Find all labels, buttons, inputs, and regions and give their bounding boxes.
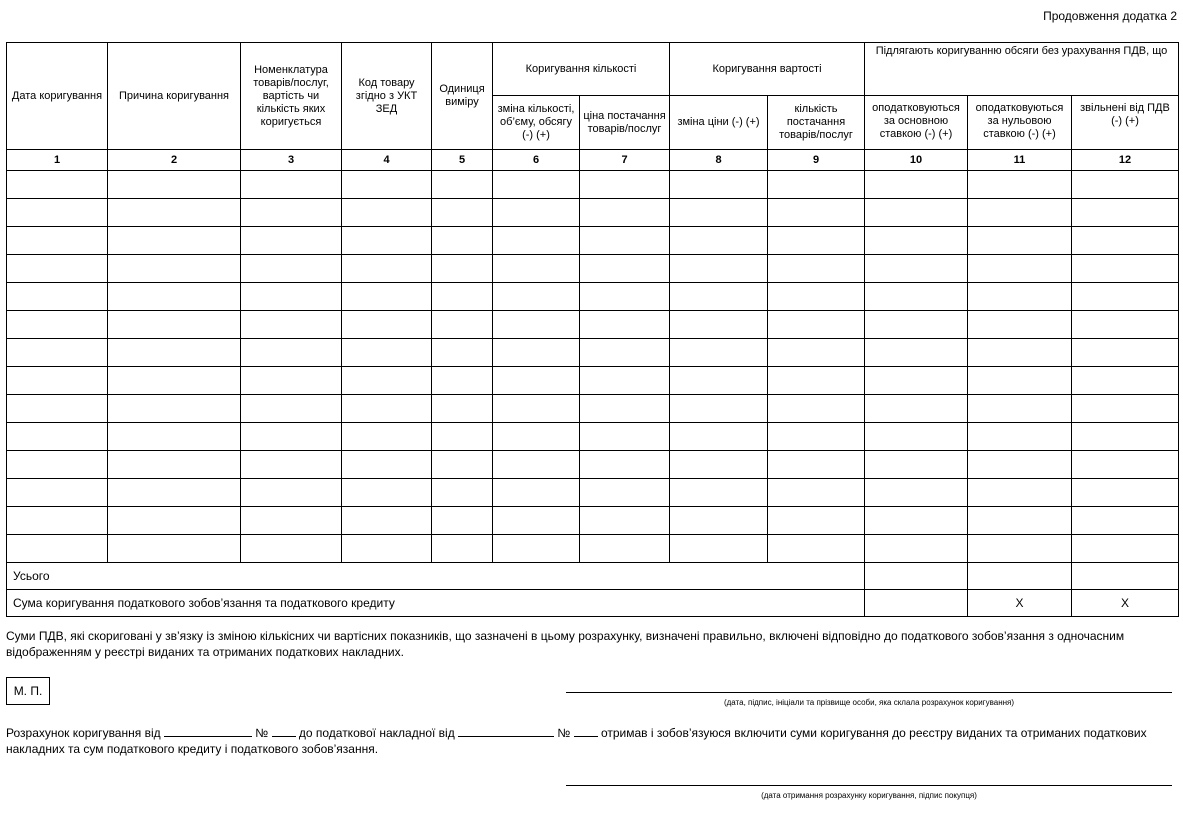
correction-table bbox=[6, 42, 1179, 617]
table-cell[interactable] bbox=[1072, 171, 1179, 199]
table-cell[interactable] bbox=[432, 395, 493, 423]
table-cell[interactable] bbox=[108, 255, 241, 283]
table-cell[interactable] bbox=[241, 479, 342, 507]
table-row bbox=[7, 535, 1179, 563]
receipt-text-3: до податкової накладної від bbox=[298, 726, 455, 740]
table-cell[interactable] bbox=[493, 535, 580, 563]
buyer-signature-line[interactable] bbox=[566, 785, 1172, 786]
table-cell[interactable] bbox=[7, 227, 108, 255]
calc-date-blank[interactable] bbox=[164, 725, 252, 737]
table-row bbox=[7, 423, 1179, 451]
table-cell[interactable] bbox=[108, 199, 241, 227]
table-cell[interactable] bbox=[241, 227, 342, 255]
table-cell[interactable] bbox=[1072, 423, 1179, 451]
table-cell[interactable] bbox=[342, 367, 432, 395]
table-cell[interactable] bbox=[7, 171, 108, 199]
table-cell[interactable] bbox=[241, 535, 342, 563]
table-cell[interactable] bbox=[670, 283, 768, 311]
table-cell[interactable] bbox=[580, 423, 670, 451]
table-cell[interactable] bbox=[768, 283, 865, 311]
table-cell[interactable] bbox=[968, 423, 1072, 451]
receipt-text-5: отримав і зобов’язуюся включити суми коригування до реєстру виданих та отриманих податкових накладних та сум податкового кредиту і податкового зобов’язання. bbox=[6, 726, 1147, 756]
table-cell[interactable] bbox=[342, 339, 432, 367]
table-cell[interactable] bbox=[580, 479, 670, 507]
table-cell[interactable] bbox=[670, 311, 768, 339]
table-cell[interactable] bbox=[241, 171, 342, 199]
table-cell[interactable] bbox=[493, 199, 580, 227]
table-cell[interactable] bbox=[1072, 479, 1179, 507]
table-cell[interactable] bbox=[108, 479, 241, 507]
table-cell[interactable] bbox=[968, 199, 1072, 227]
sum-basic-rate-cell[interactable] bbox=[865, 590, 968, 617]
table-cell[interactable] bbox=[865, 283, 968, 311]
table-cell[interactable] bbox=[580, 451, 670, 479]
table-cell[interactable] bbox=[865, 395, 968, 423]
table-cell[interactable] bbox=[968, 171, 1072, 199]
table-cell[interactable] bbox=[580, 535, 670, 563]
table-cell[interactable] bbox=[432, 535, 493, 563]
invoice-date-blank[interactable] bbox=[458, 725, 554, 737]
table-row bbox=[7, 479, 1179, 507]
column-number: 1 bbox=[7, 150, 108, 171]
table-cell[interactable] bbox=[1072, 339, 1179, 367]
table-cell[interactable] bbox=[493, 507, 580, 535]
table-row bbox=[7, 395, 1179, 423]
table-cell[interactable] bbox=[580, 367, 670, 395]
table-cell[interactable] bbox=[7, 255, 108, 283]
table-cell[interactable] bbox=[580, 311, 670, 339]
sum-label: Сума коригування податкового зобов’язання та податкового кредиту bbox=[7, 590, 865, 617]
table-cell[interactable] bbox=[342, 451, 432, 479]
table-cell[interactable] bbox=[1072, 311, 1179, 339]
table-cell[interactable] bbox=[768, 255, 865, 283]
column-number: 11 bbox=[968, 150, 1072, 171]
table-cell[interactable] bbox=[7, 423, 108, 451]
col-header-unit: Одиниця виміру bbox=[432, 43, 493, 150]
table-cell[interactable] bbox=[768, 507, 865, 535]
table-cell[interactable] bbox=[493, 395, 580, 423]
table-cell[interactable] bbox=[768, 367, 865, 395]
table-cell[interactable] bbox=[241, 423, 342, 451]
table-cell[interactable] bbox=[580, 255, 670, 283]
table-cell[interactable] bbox=[670, 367, 768, 395]
table-cell[interactable] bbox=[7, 339, 108, 367]
table-cell[interactable] bbox=[241, 395, 342, 423]
table-cell[interactable] bbox=[768, 535, 865, 563]
col-header-qty-change: зміна кількості, об’єму, обсягу (-) (+) bbox=[493, 96, 580, 150]
table-cell[interactable] bbox=[108, 535, 241, 563]
table-cell[interactable] bbox=[670, 507, 768, 535]
sum-row bbox=[7, 590, 1179, 617]
total-label: Усього bbox=[7, 563, 865, 590]
table-cell[interactable] bbox=[670, 255, 768, 283]
table-row bbox=[7, 451, 1179, 479]
table-cell[interactable] bbox=[968, 395, 1072, 423]
table-cell[interactable] bbox=[1072, 395, 1179, 423]
table-cell[interactable] bbox=[7, 451, 108, 479]
table-cell[interactable] bbox=[108, 367, 241, 395]
table-cell[interactable] bbox=[342, 535, 432, 563]
table-cell[interactable] bbox=[432, 227, 493, 255]
table-cell[interactable] bbox=[670, 479, 768, 507]
table-cell[interactable] bbox=[865, 367, 968, 395]
seal-box: М. П. bbox=[6, 677, 50, 705]
col-header-basic-rate: оподатковуються за основною ставкою (-) (+) bbox=[865, 96, 968, 150]
table-cell[interactable] bbox=[768, 227, 865, 255]
table-row bbox=[7, 199, 1179, 227]
table-row bbox=[7, 255, 1179, 283]
table-cell[interactable] bbox=[7, 311, 108, 339]
table-row bbox=[7, 507, 1179, 535]
table-cell[interactable] bbox=[108, 451, 241, 479]
total-exempt-cell[interactable] bbox=[1072, 563, 1179, 590]
total-basic-rate-cell[interactable] bbox=[865, 563, 968, 590]
correctness-statement: Суми ПДВ, які скориговані у зв’язку із зміною кількісних чи вартісних показників, що зазначені в цьому розрахунку, визначені правильно, включені відповідно до податкового зобов’язання з одночасним відображенням у реєстрі виданих та отриманих податкових накладних. bbox=[6, 629, 1125, 659]
table-cell[interactable] bbox=[342, 199, 432, 227]
table-cell[interactable] bbox=[670, 451, 768, 479]
buyer-signature-caption: (дата отримання розрахунку коригування, підпис покупця) bbox=[761, 791, 977, 800]
column-number: 6 bbox=[493, 150, 580, 171]
sum-exempt-cross: Х bbox=[1072, 590, 1179, 617]
table-cell[interactable] bbox=[865, 311, 968, 339]
column-number: 9 bbox=[768, 150, 865, 171]
table-cell[interactable] bbox=[1072, 367, 1179, 395]
table-cell[interactable] bbox=[108, 423, 241, 451]
column-number: 3 bbox=[241, 150, 342, 171]
table-cell[interactable] bbox=[1072, 535, 1179, 563]
table-cell[interactable] bbox=[865, 479, 968, 507]
col-header-qty-price: ціна постачання товарів/послуг bbox=[580, 96, 670, 150]
table-cell[interactable] bbox=[108, 227, 241, 255]
sum-zero-rate-cross: Х bbox=[968, 590, 1072, 617]
table-cell[interactable] bbox=[7, 367, 108, 395]
col-header-qty-group: Коригування кількості bbox=[493, 43, 670, 96]
table-cell[interactable] bbox=[670, 395, 768, 423]
table-cell[interactable] bbox=[342, 423, 432, 451]
table-row bbox=[7, 339, 1179, 367]
total-zero-rate-cell[interactable] bbox=[968, 563, 1072, 590]
table-cell[interactable] bbox=[342, 227, 432, 255]
table-cell[interactable] bbox=[342, 479, 432, 507]
table-cell[interactable] bbox=[968, 507, 1072, 535]
table-cell[interactable] bbox=[432, 479, 493, 507]
table-cell[interactable] bbox=[432, 283, 493, 311]
table-cell[interactable] bbox=[865, 423, 968, 451]
column-number: 4 bbox=[342, 150, 432, 171]
table-cell[interactable] bbox=[968, 283, 1072, 311]
table-cell[interactable] bbox=[670, 227, 768, 255]
table-cell[interactable] bbox=[493, 423, 580, 451]
column-number: 10 bbox=[865, 150, 968, 171]
table-cell[interactable] bbox=[241, 255, 342, 283]
table-cell[interactable] bbox=[108, 311, 241, 339]
table-cell[interactable] bbox=[342, 255, 432, 283]
table-cell[interactable] bbox=[241, 451, 342, 479]
table-cell[interactable] bbox=[493, 367, 580, 395]
table-cell[interactable] bbox=[1072, 283, 1179, 311]
table-cell[interactable] bbox=[241, 283, 342, 311]
table-cell[interactable] bbox=[865, 255, 968, 283]
table-cell[interactable] bbox=[1072, 199, 1179, 227]
table-cell[interactable] bbox=[108, 339, 241, 367]
receipt-text-4: № bbox=[557, 726, 571, 740]
table-cell[interactable] bbox=[580, 171, 670, 199]
table-cell[interactable] bbox=[1072, 507, 1179, 535]
table-cell[interactable] bbox=[7, 283, 108, 311]
table-row bbox=[7, 283, 1179, 311]
table-cell[interactable] bbox=[768, 395, 865, 423]
calc-number-blank[interactable] bbox=[272, 725, 296, 737]
table-cell[interactable] bbox=[241, 199, 342, 227]
table-cell[interactable] bbox=[342, 507, 432, 535]
table-cell[interactable] bbox=[865, 227, 968, 255]
table-cell[interactable] bbox=[432, 339, 493, 367]
col-header-price-change: зміна ціни (-) (+) bbox=[670, 96, 768, 150]
table-row bbox=[7, 367, 1179, 395]
table-cell[interactable] bbox=[493, 255, 580, 283]
table-cell[interactable] bbox=[968, 339, 1072, 367]
table-cell[interactable] bbox=[580, 199, 670, 227]
col-header-vat-group: Підлягають коригуванню обсяги без урахування ПДВ, що bbox=[865, 43, 1179, 96]
table-cell[interactable] bbox=[768, 479, 865, 507]
receipt-statement bbox=[6, 725, 1178, 757]
table-cell[interactable] bbox=[968, 227, 1072, 255]
table-cell[interactable] bbox=[493, 479, 580, 507]
column-number: 7 bbox=[580, 150, 670, 171]
table-cell[interactable] bbox=[7, 199, 108, 227]
table-cell[interactable] bbox=[493, 311, 580, 339]
table-cell[interactable] bbox=[1072, 255, 1179, 283]
table-cell[interactable] bbox=[865, 199, 968, 227]
table-cell[interactable] bbox=[432, 367, 493, 395]
table-cell[interactable] bbox=[241, 367, 342, 395]
table-cell[interactable] bbox=[432, 171, 493, 199]
table-cell[interactable] bbox=[108, 283, 241, 311]
table-cell[interactable] bbox=[865, 451, 968, 479]
table-cell[interactable] bbox=[342, 311, 432, 339]
continuation-label: Продовження додатка 2 bbox=[1043, 9, 1177, 23]
table-cell[interactable] bbox=[108, 395, 241, 423]
table-cell[interactable] bbox=[7, 479, 108, 507]
table-cell[interactable] bbox=[108, 507, 241, 535]
column-number-row bbox=[7, 150, 1179, 171]
table-cell[interactable] bbox=[968, 311, 1072, 339]
table-cell[interactable] bbox=[493, 283, 580, 311]
table-cell[interactable] bbox=[768, 171, 865, 199]
table-cell[interactable] bbox=[493, 451, 580, 479]
table-cell[interactable] bbox=[241, 339, 342, 367]
col-header-cost-group: Коригування вартості bbox=[670, 43, 865, 96]
table-cell[interactable] bbox=[580, 283, 670, 311]
column-number: 8 bbox=[670, 150, 768, 171]
table-cell[interactable] bbox=[342, 171, 432, 199]
invoice-number-blank[interactable] bbox=[574, 725, 598, 737]
table-cell[interactable] bbox=[768, 339, 865, 367]
table-cell[interactable] bbox=[968, 367, 1072, 395]
column-number: 5 bbox=[432, 150, 493, 171]
table-cell[interactable] bbox=[580, 507, 670, 535]
table-cell[interactable] bbox=[968, 479, 1072, 507]
table-cell[interactable] bbox=[432, 451, 493, 479]
table-cell[interactable] bbox=[1072, 451, 1179, 479]
table-cell[interactable] bbox=[768, 199, 865, 227]
table-cell[interactable] bbox=[108, 171, 241, 199]
table-cell[interactable] bbox=[670, 171, 768, 199]
col-header-reason: Причина коригування bbox=[108, 43, 241, 150]
table-cell[interactable] bbox=[241, 311, 342, 339]
table-cell[interactable] bbox=[342, 283, 432, 311]
col-header-exempt: звільнені від ПДВ (-) (+) bbox=[1072, 96, 1179, 150]
table-cell[interactable] bbox=[7, 507, 108, 535]
col-header-nomenclature: Номенклатура товарів/послуг, вартість чи кількість яких коригується bbox=[241, 43, 342, 150]
receipt-text-2: № bbox=[255, 726, 269, 740]
total-row bbox=[7, 563, 1179, 590]
compiler-signature-caption: (дата, підпис, ініціали та прізвище особи, яка склала розрахунок коригування) bbox=[723, 698, 1015, 707]
table-row bbox=[7, 171, 1179, 199]
table-cell[interactable] bbox=[768, 423, 865, 451]
table-cell[interactable] bbox=[968, 255, 1072, 283]
table-cell[interactable] bbox=[670, 339, 768, 367]
table-row bbox=[7, 227, 1179, 255]
table-cell[interactable] bbox=[493, 339, 580, 367]
table-cell[interactable] bbox=[432, 423, 493, 451]
receipt-text-1: Розрахунок коригування від bbox=[6, 726, 161, 740]
table-cell[interactable] bbox=[968, 451, 1072, 479]
table-cell[interactable] bbox=[865, 339, 968, 367]
col-header-code: Код товару згідно з УКТ ЗЕД bbox=[342, 43, 432, 150]
col-header-zero-rate: оподатковуються за нульовою ставкою (-) (+) bbox=[968, 96, 1072, 150]
col-header-cost-qty: кількість постачання товарів/послуг bbox=[768, 96, 865, 150]
table-cell[interactable] bbox=[865, 507, 968, 535]
table-cell[interactable] bbox=[580, 339, 670, 367]
table-cell[interactable] bbox=[342, 395, 432, 423]
table-cell[interactable] bbox=[670, 199, 768, 227]
table-cell[interactable] bbox=[493, 171, 580, 199]
table-cell[interactable] bbox=[432, 255, 493, 283]
table-cell[interactable] bbox=[7, 535, 108, 563]
table-cell[interactable] bbox=[865, 171, 968, 199]
table-cell[interactable] bbox=[768, 311, 865, 339]
table-cell[interactable] bbox=[1072, 227, 1179, 255]
table-cell[interactable] bbox=[241, 507, 342, 535]
table-cell[interactable] bbox=[7, 395, 108, 423]
table-cell[interactable] bbox=[432, 311, 493, 339]
table-cell[interactable] bbox=[580, 227, 670, 255]
table-cell[interactable] bbox=[768, 451, 865, 479]
table-row bbox=[7, 311, 1179, 339]
table-cell[interactable] bbox=[968, 535, 1072, 563]
table-cell[interactable] bbox=[670, 423, 768, 451]
compiler-signature-line[interactable] bbox=[566, 692, 1172, 693]
table-cell[interactable] bbox=[432, 507, 493, 535]
column-number: 2 bbox=[108, 150, 241, 171]
table-cell[interactable] bbox=[670, 535, 768, 563]
table-cell[interactable] bbox=[493, 227, 580, 255]
column-number: 12 bbox=[1072, 150, 1179, 171]
table-cell[interactable] bbox=[865, 535, 968, 563]
table-cell[interactable] bbox=[432, 199, 493, 227]
col-header-date: Дата коригування bbox=[7, 43, 108, 150]
table-cell[interactable] bbox=[580, 395, 670, 423]
